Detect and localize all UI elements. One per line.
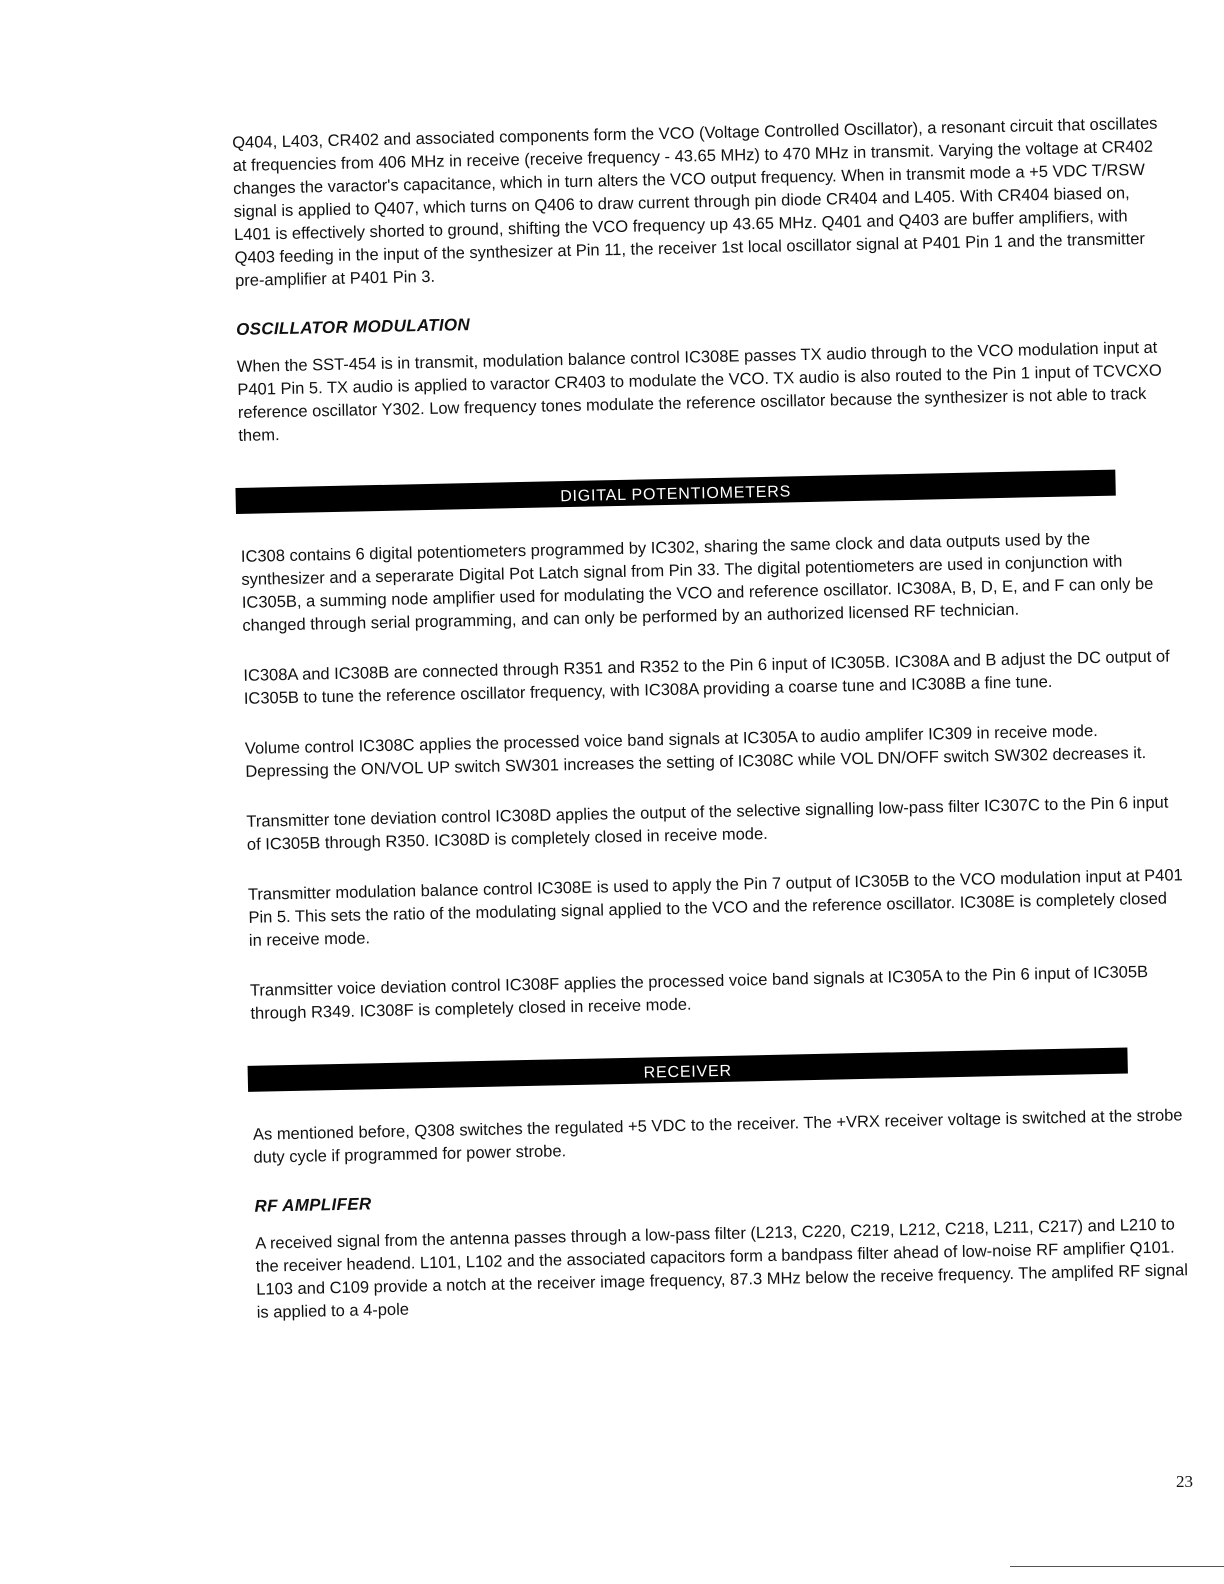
digital-pots-paragraph-2: IC308A and IC308B are connected through R351 and R352 to the Pin 6 input of IC305B. IC308A and B adjust the DC output of IC305B to tune the reference oscillator frequency, with IC308A providing a coarse tune and IC308B a fine tune. <box>243 647 1170 708</box>
vco-paragraph: Q404, L403, CR402 and associated components form the VCO (Voltage Controlled Oscillator), a resonant circuit that oscillates at frequencies from 406 MHz in receive (receive frequency - 43.65 MHz) to 470 MHz in transmit. Varying the voltage at CR402 changes the varactor's capacitance, which in turn alters the VCO output frequency. When in transmit mode a +5 VDC T/RSW signal is applied to Q407, which turns on Q406 to draw current through pin diode CR404 and L405. With CR404 biased on, L401 is effectively shorted to ground, shifting the VCO frequency up 43.65 MHz. Q401 and Q403 are buffer amplifiers, with Q403 feeding in the input of the synthesizer at Pin 11, the receiver 1st local oscillator signal at P401 Pin 1 and the transmitter pre-amplifier at P401 Pin 3. <box>232 114 1158 290</box>
digital-pots-paragraph-5: Transmitter modulation balance control IC308E is used to apply the Pin 7 output of IC305B to the VCO modulation input at P401 Pin 5. This sets the ratio of the modulating signal applied to the VCO and the reference oscillator. IC308E is completely closed in receive mode. <box>247 866 1183 950</box>
rf-amplifier-heading: RF AMPLIFER <box>254 1194 372 1216</box>
digital-pots-paragraph-4: Transmitter tone deviation control IC308D applies the output of the selective signalling low-pass filter IC307C to the Pin 6 input of IC305B through R350. IC308D is completely closed in receive mode. <box>246 793 1169 854</box>
page-number: 23 <box>1176 1472 1193 1491</box>
digital-pots-paragraph-1: IC308 contains 6 digital potentiometers programmed by IC302, sharing the same clock and data outputs used by the synthesizer and a seperarate Digital Pot Latch signal from Pin 33. The digital potentiometers are used in conjunction with IC305B, a summing node amplifier used for modulating the VCO and reference oscillator. IC308A, B, D, E, and F can only be changed through serial programming, and can only be performed by an authorized licensed RF technician. <box>240 530 1154 635</box>
receiver-banner: RECEIVER <box>248 1047 1128 1091</box>
digital-potentiometers-banner: DIGITAL POTENTIOMETERS <box>235 470 1115 514</box>
footer-rule <box>1010 1566 1224 1567</box>
oscillator-modulation-heading: OSCILLATOR MODULATION <box>235 315 471 339</box>
rf-amplifier-paragraph: A received signal from the antenna passes through a low-pass filter (L213, C220, C219, L212, C218, L211, C217) and L210 to the receiver headend. L101, L102 and the associated capacitors form a bandpass filter ahead of low-noise RF amplifier Q101. L103 and C109 provide a notch at the receiver image frequency, 87.3 MHz below the receive frequency. The amplifed RF signal is applied to a 4-pole <box>255 1215 1189 1322</box>
digital-pots-paragraph-3: Volume control IC308C applies the processed voice band signals at IC305A to audio amplifer IC309 in receive mode. Depressing the ON/VOL UP switch SW301 increases the setting of IC308C while VOL DN/OFF switch SW302 decreases it. <box>244 722 1147 781</box>
oscillator-modulation-paragraph: When the SST-454 is in transmit, modulation balance control IC308E passes TX audio through to the VCO modulation input at P401 Pin 5. TX audio is applied to varactor CR403 to modulate the VCO. TX audio is also routed to the Pin 1 input of TCVCXO reference oscillator Y302. Low frequency tones modulate the reference oscillator because the synthesizer is not able to track them. <box>236 338 1162 445</box>
digital-pots-paragraph-6: Tranmsitter voice deviation control IC308F applies the processed voice band signals at IC305A to the Pin 6 input of IC305B through R349. IC308F is completely closed in receive mode. <box>249 963 1149 1023</box>
page-content <box>232 112 1192 1351</box>
receiver-paragraph: As mentioned before, Q308 switches the regulated +5 VDC to the receiver. The +VRX receiver voltage is switched at the strobe duty cycle if programmed for power strobe. <box>252 1106 1183 1167</box>
